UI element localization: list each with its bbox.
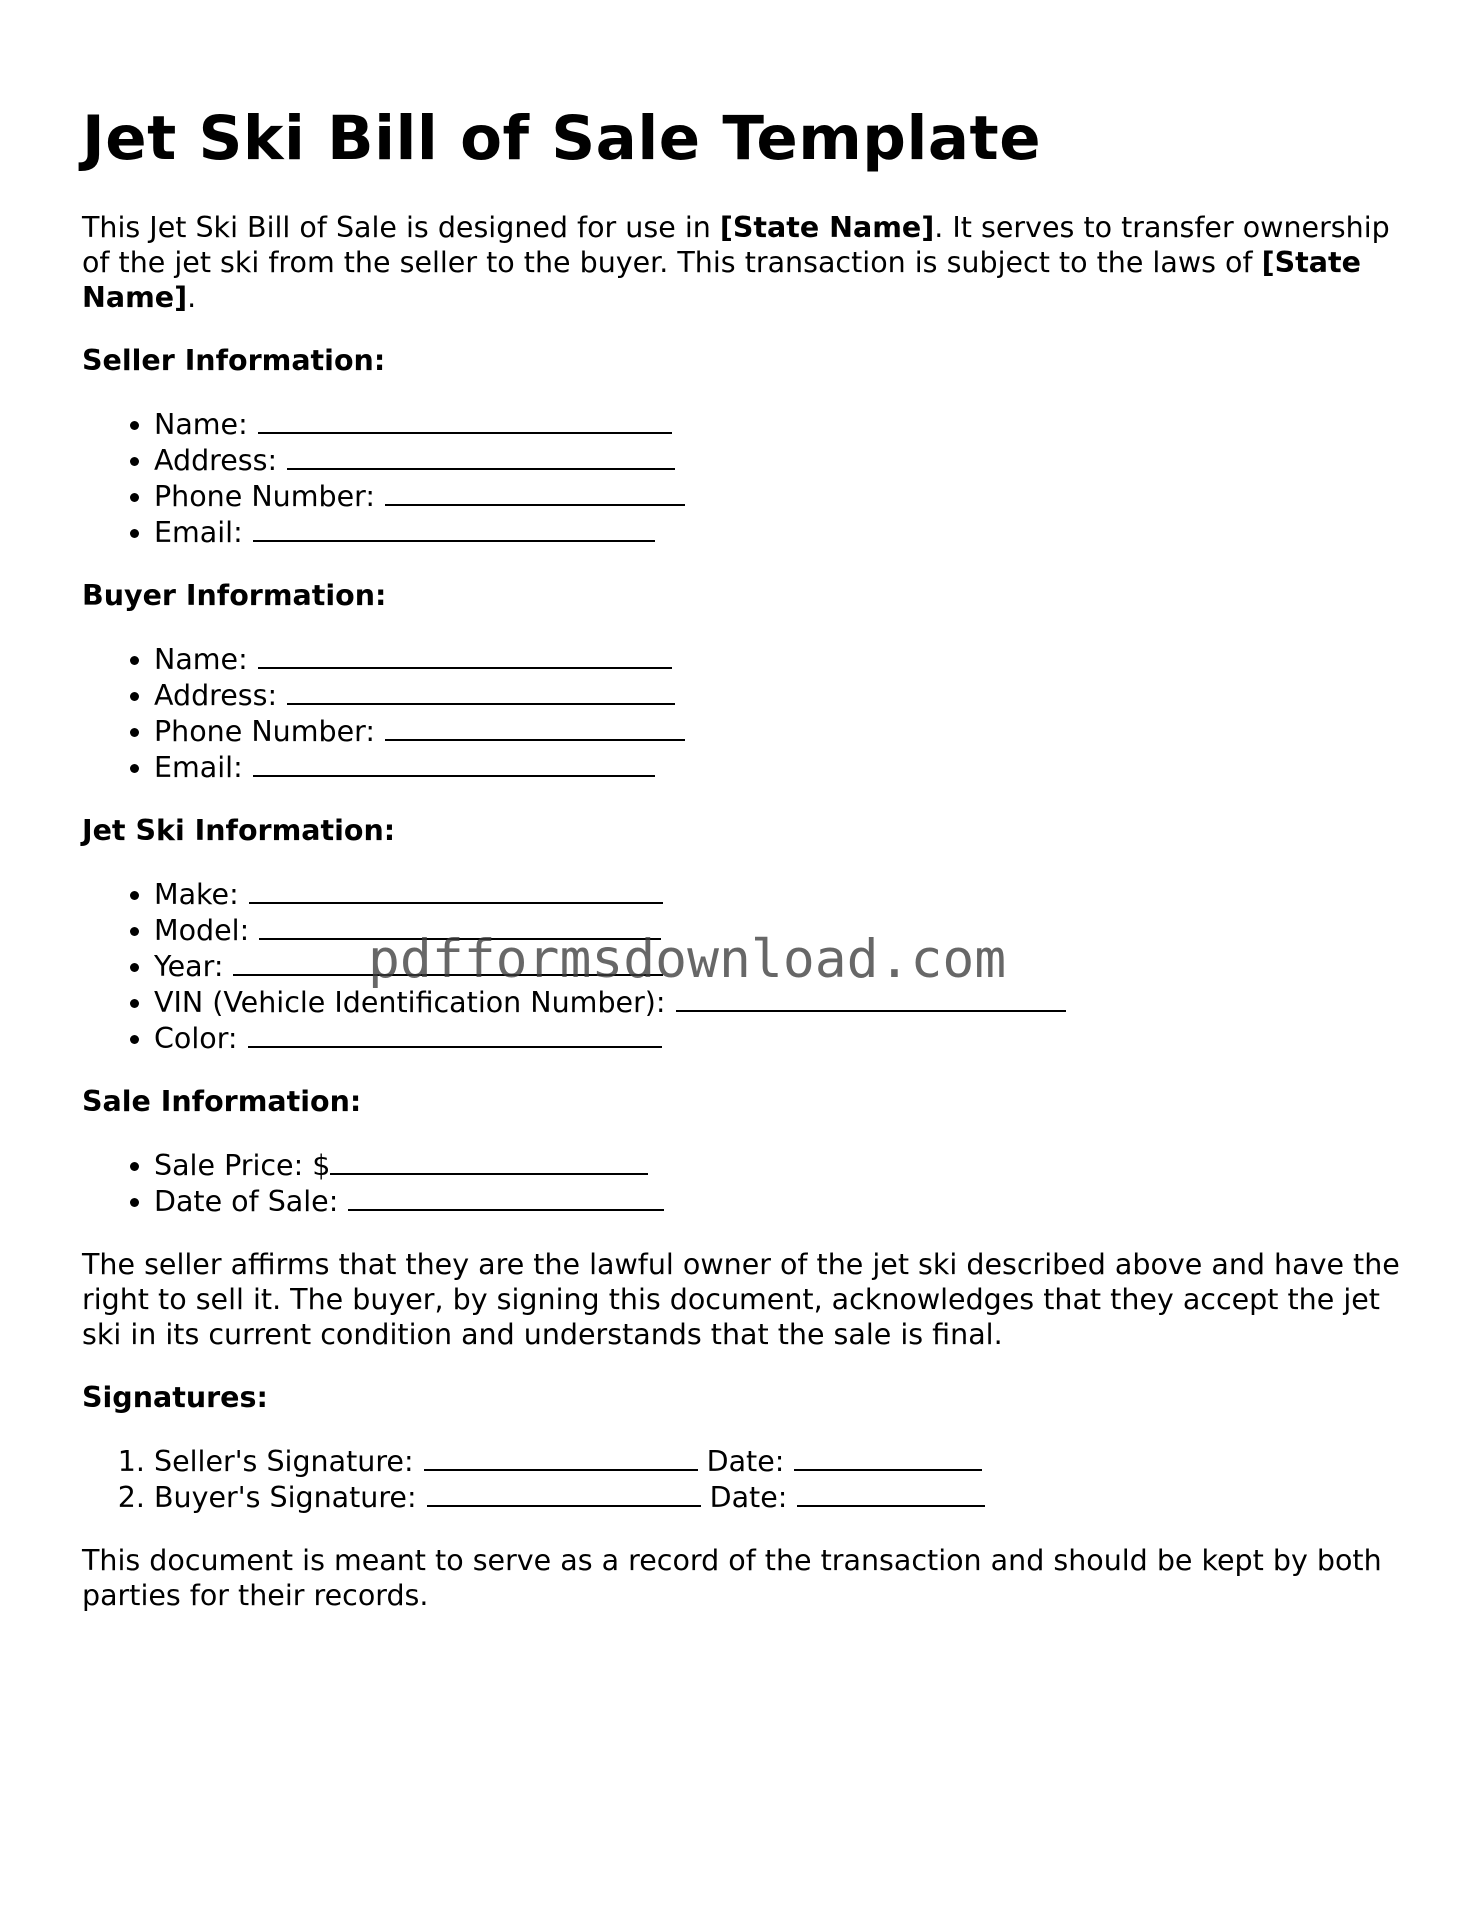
jetski-make-label: Make: [154,878,239,911]
jetski-year-item [154,948,1412,984]
sale-date-label: Date of Sale: [154,1185,339,1218]
seller-phone-item [154,478,1412,514]
jetski-heading: Jet Ski Information: [82,814,396,847]
jetski-model-field[interactable] [259,912,661,940]
buyer-name-label: Name: [154,643,248,676]
buyer-signature-item [154,1479,1412,1515]
jetski-color-label: Color: [154,1022,238,1055]
intro-text-1: This Jet Ski Bill of Sale is designed for use in [82,211,720,244]
intro-paragraph [82,210,1412,315]
buyer-phone-item [154,713,1412,749]
sale-price-item [154,1147,1412,1183]
buyer-email-label: Email: [154,751,243,784]
seller-name-label: Name: [154,408,248,441]
state-name-placeholder-1: [State Name] [719,211,935,244]
buyer-address-field[interactable] [287,677,675,705]
jetski-color-item [154,1020,1412,1056]
jetski-list [82,876,1412,1056]
page-title: Jet Ski Bill of Sale Template [82,103,1042,174]
jetski-vin-label: VIN (Vehicle Identification Number): [154,986,666,1019]
sale-date-field[interactable] [348,1183,664,1211]
buyer-date-label: Date: [709,1481,788,1514]
sale-price-field[interactable] [330,1147,648,1175]
signatures-list [82,1443,1412,1515]
jetski-year-label: Year: [154,950,224,983]
seller-phone-label: Phone Number: [154,480,375,513]
seller-date-label: Date: [706,1445,785,1478]
state-name-placeholder-2: [State Name] [82,246,1361,314]
seller-email-label: Email: [154,516,243,549]
seller-date-field[interactable] [794,1443,982,1471]
buyer-phone-field[interactable] [385,713,685,741]
sale-list [82,1147,1412,1219]
buyer-address-label: Address: [154,679,278,712]
seller-signature-field[interactable] [424,1443,698,1471]
jetski-color-field[interactable] [248,1020,662,1048]
jetski-year-field[interactable] [233,948,663,976]
sale-price-label: Sale Price: $ [154,1149,331,1182]
buyer-signature-label: Buyer's Signature: [154,1481,417,1514]
seller-name-field[interactable] [258,406,672,434]
buyer-name-item [154,641,1412,677]
jetski-make-item [154,876,1412,912]
seller-signature-label: Seller's Signature: [154,1445,414,1478]
signatures-heading: Signatures: [82,1381,268,1414]
buyer-address-item [154,677,1412,713]
document-page [82,0,1412,1613]
affirmation-paragraph: The seller affirms that they are the lawful owner of the jet ski described above and have the right to sell it. The buyer, by signing this document, acknowledges that they accept the jet ski in its current condition and understands that the sale is final. [82,1248,1400,1351]
buyer-signature-field[interactable] [427,1479,701,1507]
sale-date-item [154,1183,1412,1219]
intro-text-3: . [187,281,197,314]
seller-email-item [154,514,1412,550]
seller-heading: Seller Information: [82,344,386,377]
intro-text-2: . It serves to transfer ownership of the jet ski from the seller to the buyer. This transaction is subject to the laws of [82,211,1390,279]
seller-address-field[interactable] [287,442,675,470]
buyer-email-field[interactable] [253,749,655,777]
sale-heading: Sale Information: [82,1085,362,1118]
seller-list [82,406,1412,550]
jetski-model-label: Model: [154,914,250,947]
closing-paragraph: This document is meant to serve as a record of the transaction and should be kept by both parties for their records. [82,1544,1382,1612]
seller-email-field[interactable] [253,514,655,542]
buyer-heading: Buyer Information: [82,579,387,612]
buyer-phone-label: Phone Number: [154,715,375,748]
watermark-text: pdfformsdownload.com [368,929,1007,990]
jetski-vin-field[interactable] [676,984,1066,1012]
seller-address-label: Address: [154,444,278,477]
buyer-list [82,641,1412,785]
seller-phone-field[interactable] [385,478,685,506]
jetski-make-field[interactable] [249,876,663,904]
buyer-date-field[interactable] [797,1479,985,1507]
seller-signature-item [154,1443,1412,1479]
jetski-vin-item [154,984,1412,1020]
buyer-email-item [154,749,1412,785]
jetski-model-item [154,912,1412,948]
buyer-name-field[interactable] [258,641,672,669]
seller-address-item [154,442,1412,478]
seller-name-item [154,406,1412,442]
